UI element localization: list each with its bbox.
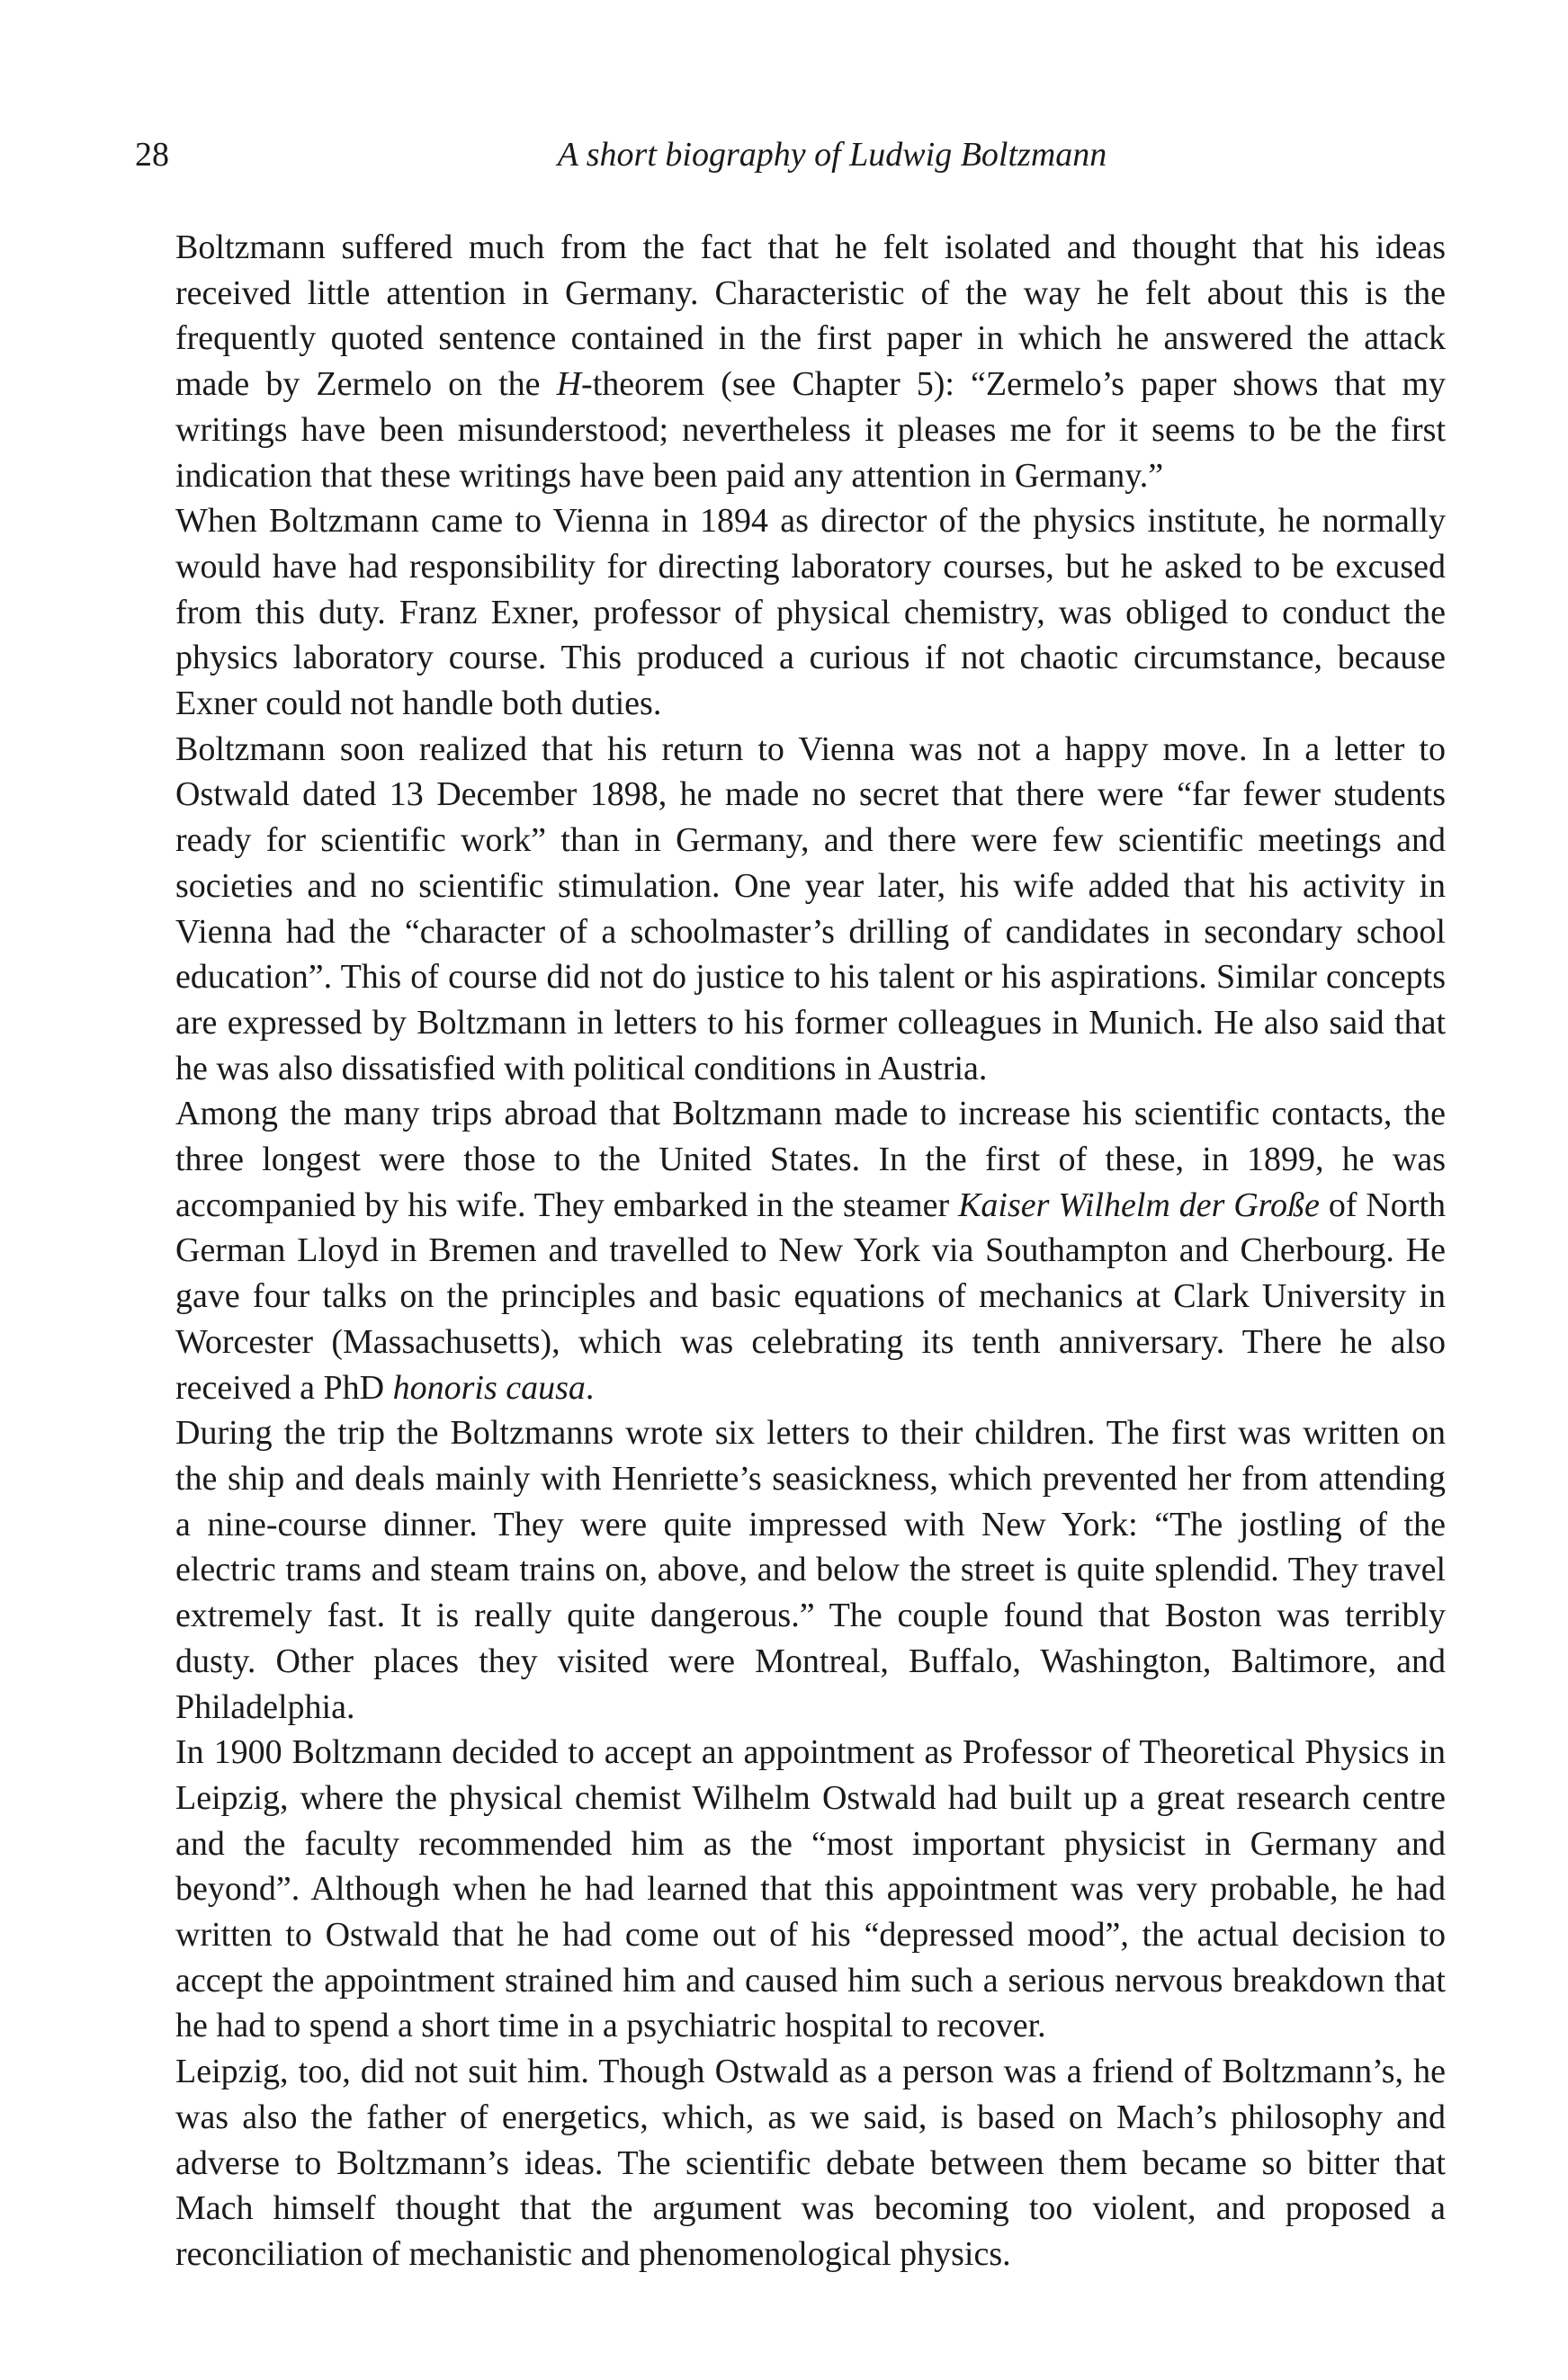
paragraph-text: of North German Lloyd in Bremen and travelled to New York via Southampton and Cherbourg. He gave four talks on the principles and basic equations of mechanics at Clark University in Worcester (Massachusetts), which was celebrating its tenth anniversary. There he also received a PhD bbox=[175, 1186, 1447, 1407]
running-title: A short biography of Ludwig Boltzmann bbox=[557, 136, 1107, 174]
paragraph: In 1900 Boltzmann decided to accept an appointment as Professor of Theoretical Physics in Leipzig, where the physical chemist Wilhelm Ostwald had built up a great research centre and the faculty recommended him as the “most important physicist in Germany and beyond”. Although when he had learned that this appointment was very probable, he had written to Ostwald that he had come out of his “depressed mood”, the actual decision to accept the appointment strained him and caused him such a serious nervous breakdown that he had to spend a short time in a psychiatric hospital to recover. bbox=[175, 1733, 1446, 2045]
latin-phrase: honoris causa bbox=[392, 1368, 586, 1407]
h-theorem-symbol: H bbox=[556, 365, 582, 404]
paragraph bbox=[175, 1091, 1446, 1410]
paragraph-text: Among the many trips abroad that Boltzmann made to increase his scientific contacts, the three longest were those to the United States. In the first of these, in 1899, he was accompanied by his wife. They embarked in the steamer bbox=[175, 1095, 1446, 1224]
paragraph-text: Boltzmann suffered much from the fact that he felt isolated and thought that his ideas received little attention in Germany. Characteristic of the way he felt about this is the frequently quoted sentence contained in the first paper in which he answered the attack made by Zermelo on the bbox=[175, 228, 1446, 404]
paragraph-text: -theorem (see Chapter 5): “Zermelo’s paper shows that my writings have been misunderstood; nevertheless it pleases me for it seems to be the first indication that these writings have been paid any attention in Germany.” bbox=[175, 365, 1446, 495]
paragraph: When Boltzmann came to Vienna in 1894 as director of the physics institute, he normally would have had responsibility for directing laboratory courses, but he asked to be excused from this duty. Franz Exner, professor of physical chemistry, was obliged to conduct the physics laboratory course. This produced a curious if not chaotic circumstance, because Exner could not handle both duties. bbox=[175, 502, 1446, 723]
page-number: 28 bbox=[135, 136, 169, 174]
paragraph-text: . bbox=[585, 1368, 595, 1407]
paragraph: Boltzmann soon realized that his return to Vienna was not a happy move. In a letter to Ostwald dated 13 December 1898, he made no secret that there were “far fewer students ready for scientific work” than in Germany, and there were few scientific meetings and societies and no scientific stimulation. One year later, his wife added that his activity in Vienna had the “character of a schoolmaster’s drilling of candidates in secondary school education”. This of course did not do justice to his talent or his aspirations. Similar concepts are expressed by Boltzmann in letters to his former colleagues in Munich. He also said that he was also dissatisfied with political conditions in Austria. bbox=[175, 729, 1446, 1087]
paragraph bbox=[175, 225, 1446, 498]
ship-name: Kaiser Wilhelm der Große bbox=[958, 1186, 1320, 1224]
body-text bbox=[175, 225, 1446, 2277]
paragraph: Leipzig, too, did not suit him. Though Ostwald as a person was a friend of Boltzmann’s, he was also the father of energetics, which, as we said, is based on Mach’s philosophy and adverse to Boltzmann’s ideas. The scientific debate between them became so bitter that Mach himself thought that the argument was becoming too violent, and proposed a reconciliation of mechanistic and phenomenological physics. bbox=[175, 2053, 1446, 2273]
paragraph: During the trip the Boltzmanns wrote six letters to their children. The first was written on the ship and deals mainly with Henriette’s seasickness, which prevented her from attending a nine-course dinner. They were quite impressed with New York: “The jostling of the electric trams and steam trains on, above, and below the street is quite splendid. They travel extremely fast. It is really quite dangerous.” The couple found that Boston was terribly dusty. Other places they visited were Montreal, Buffalo, Washington, Baltimore, and Philadelphia. bbox=[175, 1414, 1446, 1726]
